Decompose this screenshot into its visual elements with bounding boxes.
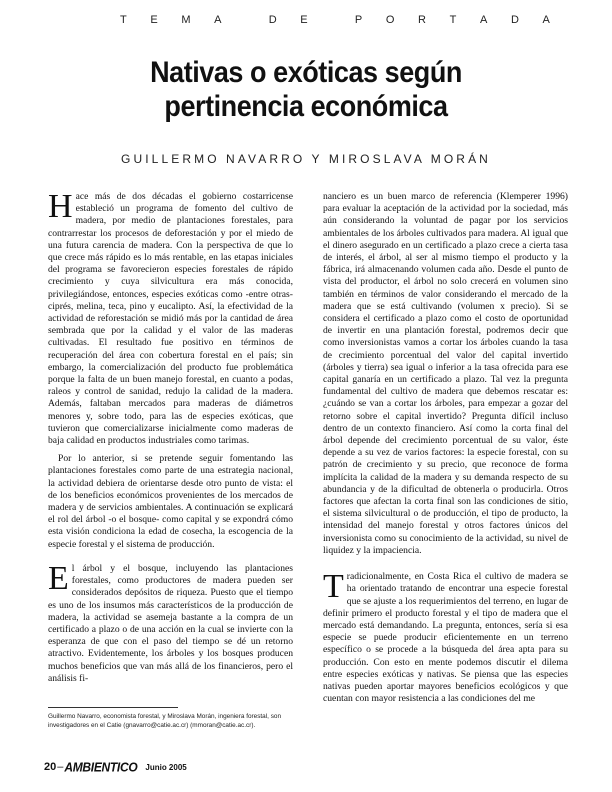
paragraph-text: l árbol y el bosque, incluyendo las plantaciones forestales, como productores de madera pueden ser considerados depósitos de riqueza. Puesto que el tiempo es uno de los insumos más característicos de la producción de madera, la actividad se asemeja bastante a la compra de un certificado a plazo o de una acción en la cual se invierte con la esperanza de que con el paso del tiempo se dé un retorno atractivo. Evidentemente, los árboles y los bosques producen muchos beneficios que van más allá de los financieros, pero el análisis fi- (48, 562, 293, 684)
footer-dash: – (57, 761, 64, 773)
section-tag (120, 14, 550, 26)
drop-cap: H (48, 188, 73, 225)
paragraph (48, 559, 293, 685)
paragraph-text: radicionalmente, en Costa Rica el cultivo de madera se ha orientado tratando de encontrar una especie forestal que se ajuste a los requerimientos del terreno, en lugar de definir primero el producto forestal y el tipo de madera que el mercado está demandando. La pregunta, entonces, sería si esa especie se puede producir eficientemente en un terreno específico o se procede a la búsqueda del área apta para su producción. Con esto en mente podemos discutir el dilema entre especies exóticas y nativas. Se piensa que las especies nativas pueden aportar mayores beneficios ecológicos y que cuentan con mayor resistencia a las condiciones del me (323, 571, 568, 705)
section-tag-letter: P (354, 14, 363, 26)
author-footnote: Guillermo Navarro, economista forestal, y Miroslava Morán, ingeniera forestal, son investigadores en el Catie (gnavarro@catie.ac.cr) (mmoran@catie.ac.cr). (48, 713, 281, 729)
section-tag-letter: A (214, 14, 222, 26)
drop-cap: E (48, 559, 69, 597)
article-authors: GUILLERMO NAVARRO Y MIROSLAVA MORÁN (121, 152, 491, 166)
section-tag-letter: D (268, 14, 277, 26)
paragraph: Por lo anterior, si se pretende seguir fomentando las plantaciones forestales como parte de una estrategia nacional, la actividad debiera de orientarse desde otro punto de vista: el de los beneficios económicos provenientes de los mercados de madera y de servicios ambientales. A continuación se explicará el rol del árbol -o el bosque- como capital y se expondrá cómo esta visión condiciona la edad de cosecha, la escogencia de la especie forestal y el sistema de producción. (48, 453, 293, 550)
title-line-2: pertinencia económica (164, 90, 448, 123)
section-tag-letter: E (300, 14, 308, 26)
article-title (85, 56, 528, 124)
title-line-1: Nativas o exóticas según (150, 56, 462, 89)
paragraph: nanciero es un buen marco de referencia (Klemperer 1996) para evaluar la aceptación de la actividad por la sociedad, más aún considerando la voluntad de pagar por los servicios ambientales de los árboles cultivados para madera. Al igual que el dinero asegurado en un certificado a plazo crece a cierta tasa de interés, el árbol, al ser al mismo tiempo el producto y la fábrica, irá almacenando volumen cada año. Desde el punto de vista del productor, el árbol no solo crecerá en volumen sino también en términos de valor considerando el mercado de la madera que se está cultivando (volumen x precio). Si se considera el certificado a plazo como el costo de oportunidad de invertir en una plantación forestal, podremos decir que como inversionistas vamos a cortar los árboles cuando la tasa de crecimiento porcentual del valor del capital invertido (árboles y tierra) sea igual o inferior a la tasa ofrecida para ese capital ganaría en un certificado a plazo. Tal vez la pregunta fundamental del cultivo de madera que debemos rescatar es: ¿cuándo se van a cortar los árboles, para empezar a gozar del retorno sobre el capital invertido? Pregunta difícil incluso dentro de un contexto financiero. Así como la corta final del árbol depende del crecimiento porcentual de su valor, éste depende a su vez de varios factores: la especie forestal, con su patrón de crecimiento y su precio, que reconoce de forma implícita la calidad de la madera y su demanda respecto de su abundancia y de la dificultad de obtenerla o producirla. Otros factores que afectan la corta final son las condiciones de sitio, el sistema silvicultural o de producción, el tipo de producto, la intensidad del manejo forestal y otros factores únicos del inversionista como su conocimiento de la actividad, su nivel de liquidez y la impaciencia. (323, 191, 568, 556)
right-column (323, 191, 568, 711)
section-tag-letter: A (542, 14, 550, 26)
issue-date: Junio 2005 (145, 762, 187, 772)
section-tag-letter: A (479, 14, 488, 26)
paragraph (48, 188, 293, 447)
drop-cap: T (323, 568, 344, 606)
page-number: 20 (44, 761, 57, 773)
section-tag-letter: E (150, 14, 158, 26)
section-tag-letter: T (449, 14, 457, 26)
section-tag-letter: D (510, 14, 519, 26)
section-tag-letter: R (418, 14, 426, 26)
paragraph (323, 568, 568, 705)
section-tag-letter: M (181, 14, 191, 26)
section-tag-letter: O (385, 14, 395, 26)
page-footer (44, 760, 187, 774)
left-column (48, 188, 293, 691)
magazine-logo: AMBIENTICO (64, 759, 138, 775)
paragraph-text: ace más de dos décadas el gobierno costarricense estableció un programa de fomento del cultivo de madera, por medio de plantaciones forestales, para contrarrestar los procesos de deforestación y por el miedo de una futura carencia de madera. Con la perspectiva de que lo que crece más rápido es lo más rentable, en las etapas iniciales del programa se favorecieron especies forestales de rápido crecimiento y cuya silvicultura era más conocida, privilegiándose, entonces, especies exóticas como -entre otras- ciprés, melina, teca, pino y eucalipto. Así, la efectividad de la actividad de reforestación se midió más por la cantidad de área sembrada que por la calidad y el valor de las maderas cultivadas. El resultado fue positivo en términos de recuperación del área con cobertura forestal en el país; sin embargo, la comercialización del producto fue problemática porque la falta de un buen manejo forestal, en cuanto a podas, raleos y control de sanidad, redujo la calidad de la madera. Además, faltaban mercados para maderas de diámetros menores y, sobre todo, para las de especies exóticas, que tuvieron que comercializarse inicialmente como maderas de baja calidad en productos industriales como tarimas. (48, 191, 293, 447)
section-tag-letter: T (120, 14, 127, 26)
footnote-divider (48, 707, 178, 708)
